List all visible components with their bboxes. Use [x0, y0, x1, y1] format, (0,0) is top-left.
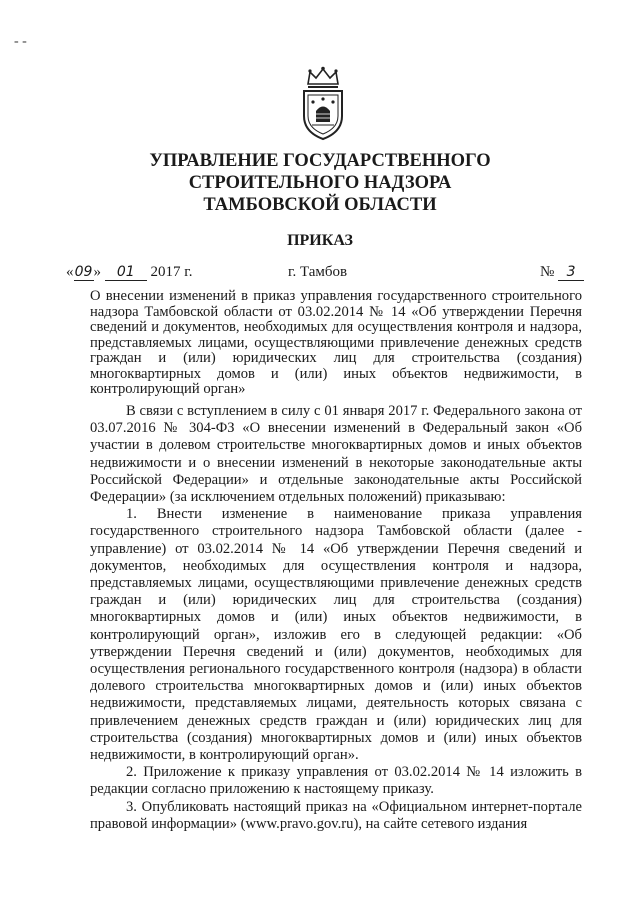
document-number — [540, 264, 584, 281]
organization-name — [60, 150, 580, 216]
organization-line-2: СТРОИТЕЛЬНОГО НАДЗОРА — [188, 173, 452, 193]
document-date — [66, 264, 192, 281]
document-subject: О внесении изменений в приказ управления государственного строительного надзора Тамбовской области от 03.02.2014 № 14 «Об утверждении Перечня сведений и документов, необходимых для осуществления контроля и надзора, представляемых лицами, осуществляющими привлечение денежных средств граждан и (или) юридических лиц для строительства (создания) многоквартирных домов и (или) иных объектов недвижимости, в контролирующий орган» — [90, 288, 582, 397]
date-month: 01 — [105, 264, 147, 281]
date-close-quote: » — [93, 264, 101, 280]
body-paragraph: В связи с вступлением в силу с 01 января 2017 г. Федерального закона от 03.07.2016 № 304-ФЗ «О внесении изменений в Федеральный закон «Об участии в долевом строительстве многоквартирных домов и иных объектов недвижимости и о внесении изменений в некоторые законодательные акты Российской Федерации» и отдельные законодательные акты Российской Федерации» (за исключением отдельных положений) приказываю: — [90, 403, 582, 506]
body-paragraph: 3. Опубликовать настоящий приказ на «Официальном интернет-портале правовой информации» (www.pravo.gov.ru), на сайте сетевого издания — [90, 798, 582, 832]
date-open-quote: « — [66, 264, 74, 280]
number-value: 3 — [558, 264, 584, 281]
document-title: ПРИКАЗ — [287, 232, 353, 249]
body-paragraph: 2. Приложение к приказу управления от 03.02.2014 № 14 изложить в редакции согласно приложению к настоящему приказу. — [90, 764, 582, 798]
number-label: № — [540, 264, 555, 280]
date-day: 09 — [74, 264, 93, 280]
corner-mark: - - — [14, 34, 27, 49]
document-body — [90, 403, 582, 833]
body-paragraph: 1. Внести изменение в наименование приказа управления государственного строительного надзора Тамбовской области (далее - управление) от 03.02.2014 № 14 «Об утверждении Перечня сведений и документов, необходимых для осуществления контроля и надзора, представляемых лицами, осуществляющими привлечение денежных средств граждан и (или) юридических лиц для строительства (создания) многоквартирных домов и (или) иных объектов недвижимости, в контролирующий орган», изложив его в следующей редакции: «Об утверждении Перечня сведений и (или) документов, необходимых для осуществления регионального государственного контроля (надзора) в области долевого строительства многоквартирных домов и (или) иных объектов недвижимости, представляемых лицами, деятельность которых связана с привлечением денежных средств граждан и (или) юридических лиц для строительства (создания) многоквартирных домов и (или) иных объектов недвижимости, в контролирующий орган». — [90, 506, 582, 764]
organization-line-1: УПРАВЛЕНИЕ ГОСУДАРСТВЕННОГО — [149, 151, 491, 171]
organization-line-3: ТАМБОВСКОЙ ОБЛАСТИ — [203, 195, 437, 215]
coat-of-arms-icon — [296, 66, 350, 142]
document-place: г. Тамбов — [288, 264, 348, 280]
date-year: 2017 г. — [150, 264, 193, 280]
